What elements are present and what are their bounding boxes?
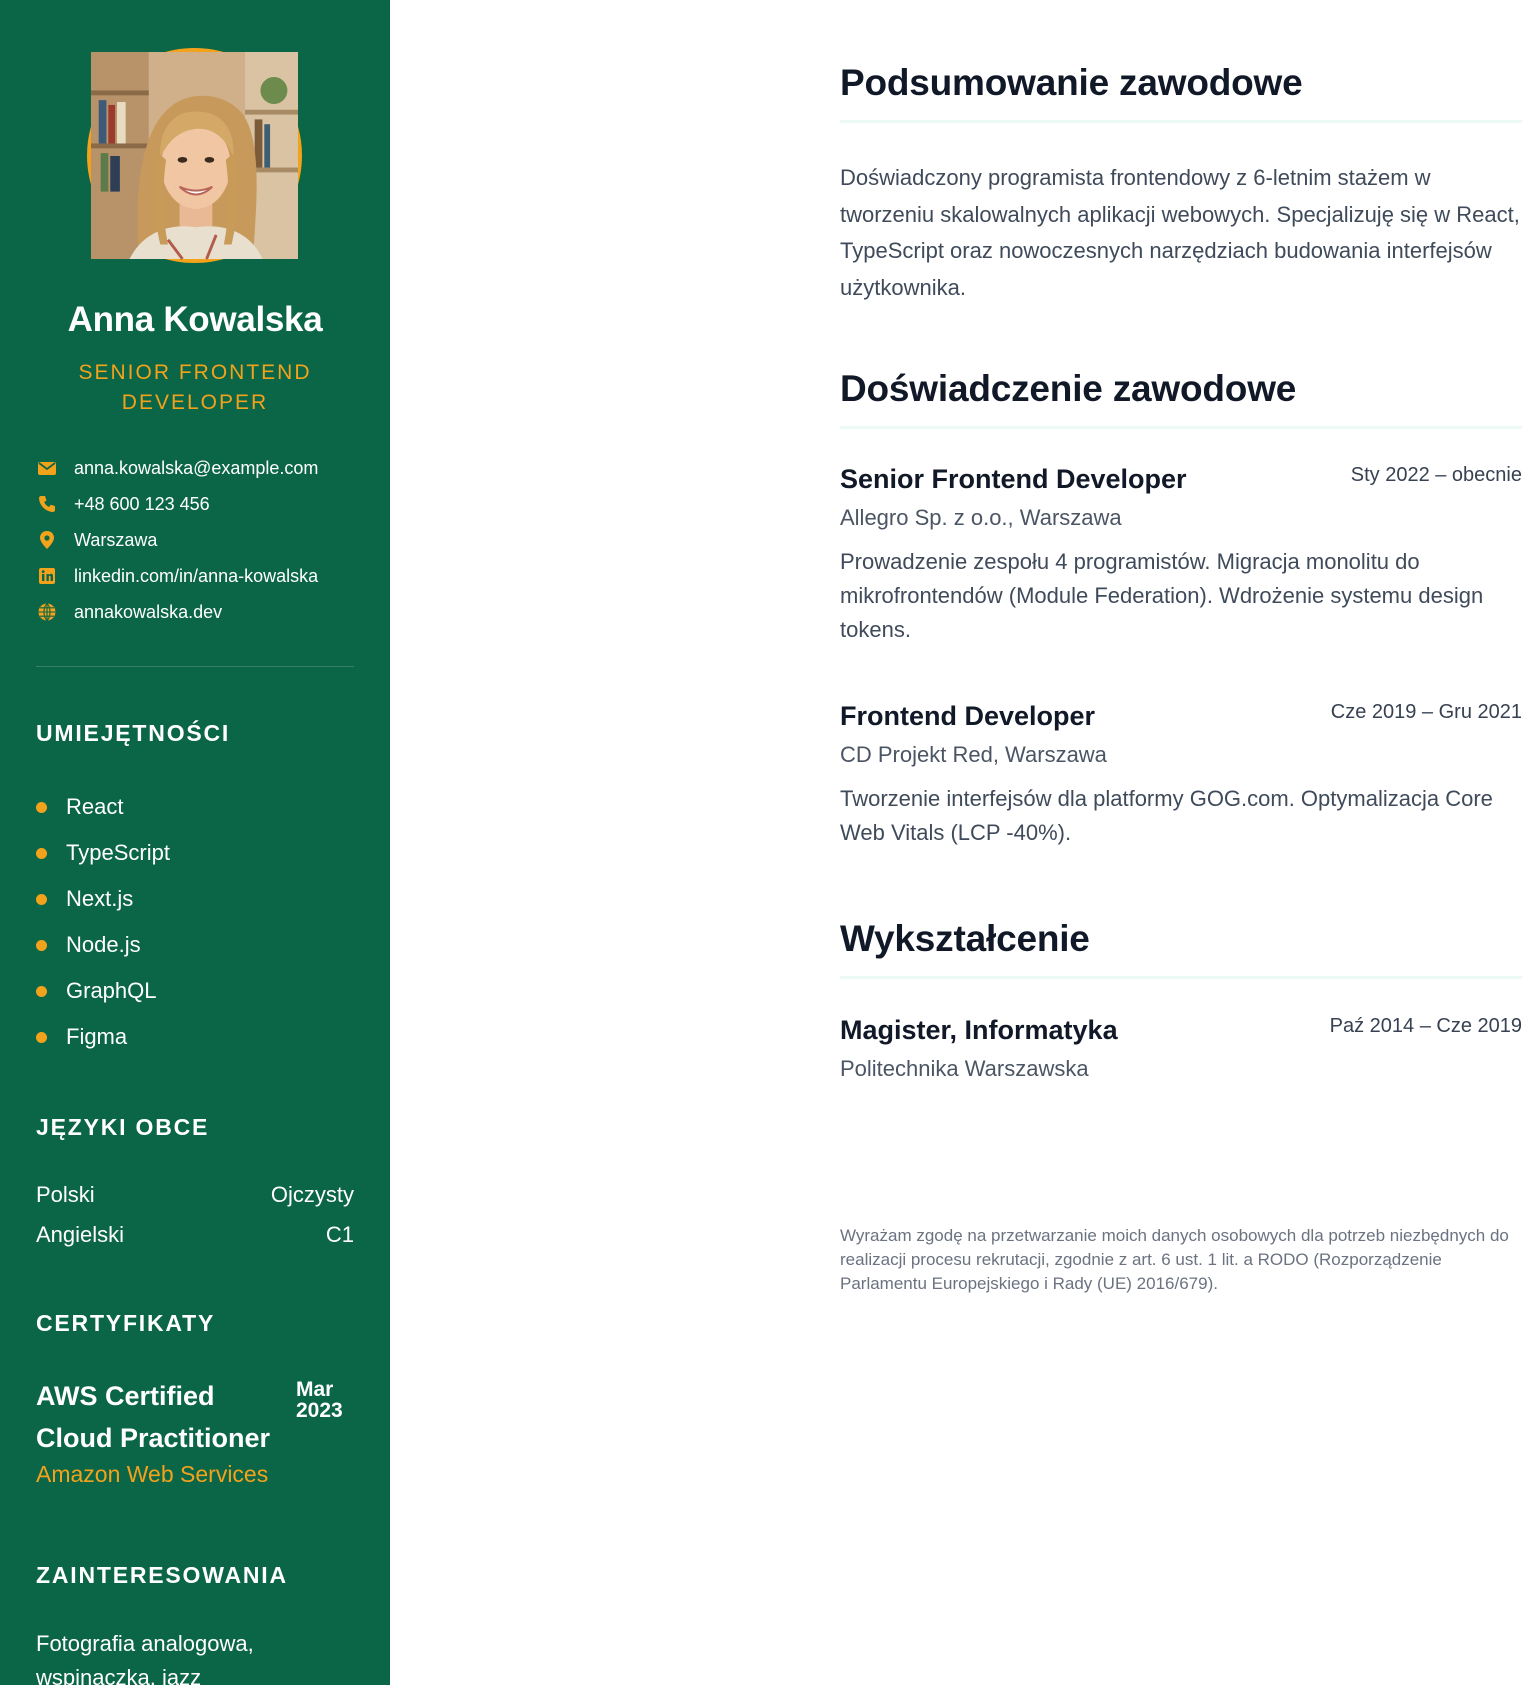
- bullet-icon: [36, 802, 47, 813]
- bullet-icon: [36, 940, 47, 951]
- contact-phone-text: +48 600 123 456: [74, 493, 210, 514]
- section-divider: [840, 976, 1522, 979]
- job-description: Tworzenie interfejsów dla platformy GOG.com. Optymalizacja Core Web Vitals (LCP -40%).: [840, 786, 1493, 845]
- section-divider: [840, 120, 1522, 123]
- bullet-icon: [36, 1032, 47, 1043]
- skill-label: TypeScript: [66, 840, 170, 865]
- contact-email-text: anna.kowalska@example.com: [74, 457, 319, 478]
- education-heading: Wykształcenie: [840, 918, 1090, 959]
- certificate-issuer: Amazon Web Services: [36, 1461, 269, 1487]
- certificate-title: AWS Certified Cloud Practitioner: [36, 1381, 271, 1453]
- mail-icon: [36, 457, 58, 479]
- languages-list: [36, 1175, 354, 1255]
- language-name: Angielski: [36, 1222, 125, 1247]
- certificates-heading: CERTYFIKATY: [36, 1310, 216, 1336]
- job-title: Frontend Developer: [840, 701, 1096, 731]
- skills-heading: UMIEJĘTNOŚCI: [36, 720, 231, 746]
- interests-heading: ZAINTERESOWANIA: [36, 1562, 288, 1588]
- bullet-icon: [36, 986, 47, 997]
- education-item: [840, 1015, 1522, 1082]
- contact-phone[interactable]: [36, 486, 356, 522]
- skill-label: Next.js: [66, 886, 134, 911]
- main-content: [390, 0, 1522, 1685]
- contact-website-text: annakowalska.dev: [74, 601, 223, 622]
- skill-label: Node.js: [66, 932, 141, 957]
- degree-title: Magister, Informatyka: [840, 1015, 1118, 1045]
- language-level: Ojczysty: [270, 1182, 354, 1207]
- globe-icon: [36, 601, 58, 623]
- linkedin-icon: [36, 565, 58, 587]
- job-description: Prowadzenie zespołu 4 programistów. Migracja monolitu do mikrofrontendów (Module Federation). Wdrożenie systemu design tokens.: [840, 549, 1484, 642]
- skill-item: [36, 968, 170, 1014]
- candidate-name: Anna Kowalska: [67, 300, 323, 339]
- job-date: Cze 2019 – Gru 2021: [1330, 701, 1522, 723]
- bullet-icon: [36, 848, 47, 859]
- language-level: C1: [325, 1222, 354, 1247]
- contact-linkedin[interactable]: [36, 558, 356, 594]
- school-name: Politechnika Warszawska: [840, 1056, 1089, 1081]
- skill-item: [36, 784, 170, 830]
- skill-item: [36, 922, 170, 968]
- education-date: Paź 2014 – Cze 2019: [1329, 1015, 1522, 1037]
- certificate-date: Mar 2023: [296, 1378, 343, 1422]
- contact-linkedin-text: linkedin.com/in/anna-kowalska: [74, 565, 319, 586]
- skill-item: [36, 830, 170, 876]
- experience-heading: Doświadczenie zawodowe: [840, 368, 1297, 409]
- bullet-icon: [36, 894, 47, 905]
- experience-item: [840, 464, 1522, 647]
- phone-icon: [36, 493, 58, 515]
- profile-photo: [87, 48, 302, 263]
- summary-text: Doświadczony programista frontendowy z 6-letnim stażem w tworzeniu skalowalnych aplikacji webowych. Specjalizuję się w React, TypeScript oraz nowoczesnych narzędziach budowania interfejsów użytkownika.: [840, 165, 1520, 300]
- contact-location-text: Warszawa: [74, 529, 158, 550]
- job-date: Sty 2022 – obecnie: [1350, 464, 1522, 486]
- contact-email[interactable]: [36, 450, 356, 486]
- section-divider: [840, 426, 1522, 429]
- skill-label: Figma: [66, 1024, 128, 1049]
- gdpr-consent: Wyrażam zgodę na przetwarzanie moich danych osobowych dla potrzeb niezbędnych do realizacji procesu rekrutacji, zgodnie z art. 6 ust. 1 lit. a RODO (Rozporządzenie Parlamentu Europejskiego i Rady (UE) 2016/679).: [840, 1226, 1509, 1293]
- language-row: [36, 1175, 354, 1215]
- experience-item: [840, 701, 1522, 850]
- job-title: Senior Frontend Developer: [840, 464, 1187, 494]
- language-name: Polski: [36, 1182, 95, 1207]
- sidebar: [0, 0, 390, 1690]
- contact-list: [36, 450, 356, 630]
- certificate-item: [36, 1375, 354, 1488]
- summary-heading: Podsumowanie zawodowe: [840, 62, 1303, 103]
- job-company: CD Projekt Red, Warszawa: [840, 742, 1107, 767]
- interests-text: Fotografia analogowa, wspinaczka, jazz: [36, 1631, 254, 1690]
- contact-location: [36, 522, 356, 558]
- languages-heading: JĘZYKI OBCE: [36, 1114, 210, 1140]
- skill-label: React: [66, 794, 124, 819]
- skill-item: [36, 876, 170, 922]
- language-row: [36, 1215, 354, 1255]
- sidebar-divider: [36, 666, 354, 667]
- skills-list: [36, 784, 170, 1060]
- contact-website[interactable]: [36, 594, 356, 630]
- location-icon: [36, 529, 58, 551]
- job-company: Allegro Sp. z o.o., Warszawa: [840, 505, 1122, 530]
- skill-label: GraphQL: [66, 978, 157, 1003]
- skill-item: [36, 1014, 170, 1060]
- candidate-role: SENIOR FRONTEND DEVELOPER: [78, 361, 312, 414]
